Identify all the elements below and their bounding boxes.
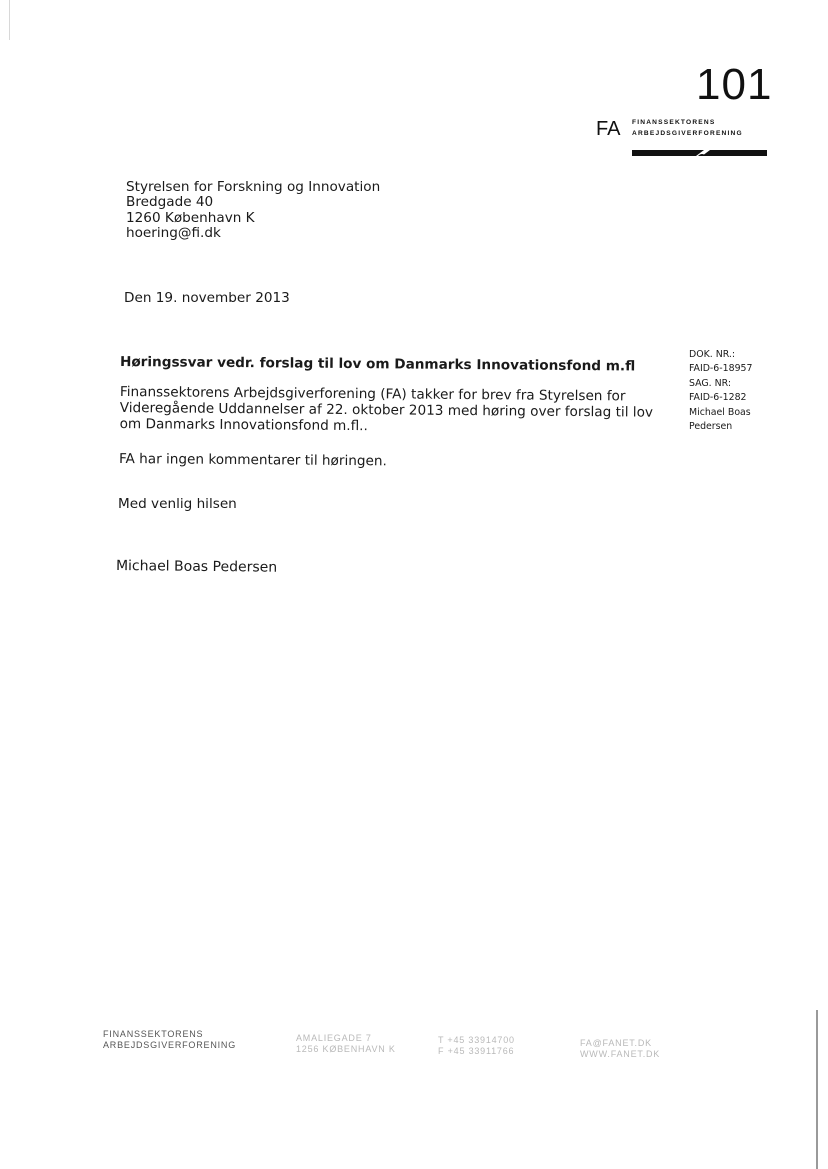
footer-address — [296, 1033, 396, 1055]
footer-web — [580, 1038, 660, 1060]
scan-edge-left — [9, 0, 10, 40]
footer-phone-line1: T +45 33914700 — [438, 1035, 515, 1045]
recipient-address — [126, 180, 380, 242]
page-number: 101 — [696, 60, 773, 109]
footer-org — [103, 1029, 236, 1051]
logo-mark: FA — [596, 118, 621, 140]
footer-phone-line2: F +45 33911766 — [438, 1046, 515, 1056]
letter-date: Den 19. november 2013 — [124, 290, 290, 306]
footer-org-line1: FINANSSEKTORENS — [103, 1029, 204, 1039]
footer-org-line2: ARBEJDSGIVERFORENING — [103, 1040, 237, 1050]
recipient-street: Bredgade 40 — [126, 194, 214, 211]
letter-subject: Høringssvar vedr. forslag til lov om Danmarks Innovationsfond m.fl — [119, 354, 636, 375]
footer-addr-line2: 1256 KØBENHAVN K — [296, 1044, 396, 1054]
body-line: Videregående Uddannelser af 22. oktober 2013 med høring over forslag til lov — [119, 399, 654, 421]
fa-logo — [596, 118, 771, 162]
sag-nr-label: SAG. NR: — [689, 377, 731, 389]
signature-name: Michael Boas Pedersen — [115, 558, 278, 576]
footer-phone — [438, 1035, 515, 1057]
body-paragraph-2: FA har ingen kommentarer til høringen. — [118, 451, 387, 470]
author-line-2: Pedersen — [689, 421, 733, 433]
footer-email: FA@FANET.DK — [580, 1038, 652, 1048]
scan-edge-right — [816, 1010, 818, 1169]
body-line: Finanssektorens Arbejdsgiverforening (FA) takker for brev fra Styrelsen for — [119, 384, 626, 405]
footer-website: WWW.FANET.DK — [580, 1049, 661, 1059]
body-line: om Danmarks Innovationsfond m.fl.. — [119, 415, 368, 435]
recipient-name: Styrelsen for Forskning og Innovation — [126, 179, 381, 195]
document-meta — [689, 348, 752, 434]
logo-text-line2: ARBEJDSGIVERFORENING — [632, 130, 743, 137]
body-paragraph-1 — [120, 384, 654, 437]
recipient-email: hoering@fi.dk — [126, 225, 221, 242]
dok-nr-label: DOK. NR.: — [689, 349, 736, 360]
closing-greeting: Med venlig hilsen — [118, 496, 237, 512]
logo-text-line1: FINANSSEKTORENS — [632, 119, 716, 126]
author-line-1: Michael Boas — [689, 406, 751, 418]
dok-nr-value: FAID-6-18957 — [689, 363, 753, 375]
footer-addr-line1: AMALIEGADE 7 — [296, 1033, 372, 1043]
recipient-city: 1260 København K — [126, 209, 255, 226]
logo-swoosh-icon — [632, 146, 767, 158]
sag-nr-value: FAID-6-1282 — [689, 392, 747, 404]
